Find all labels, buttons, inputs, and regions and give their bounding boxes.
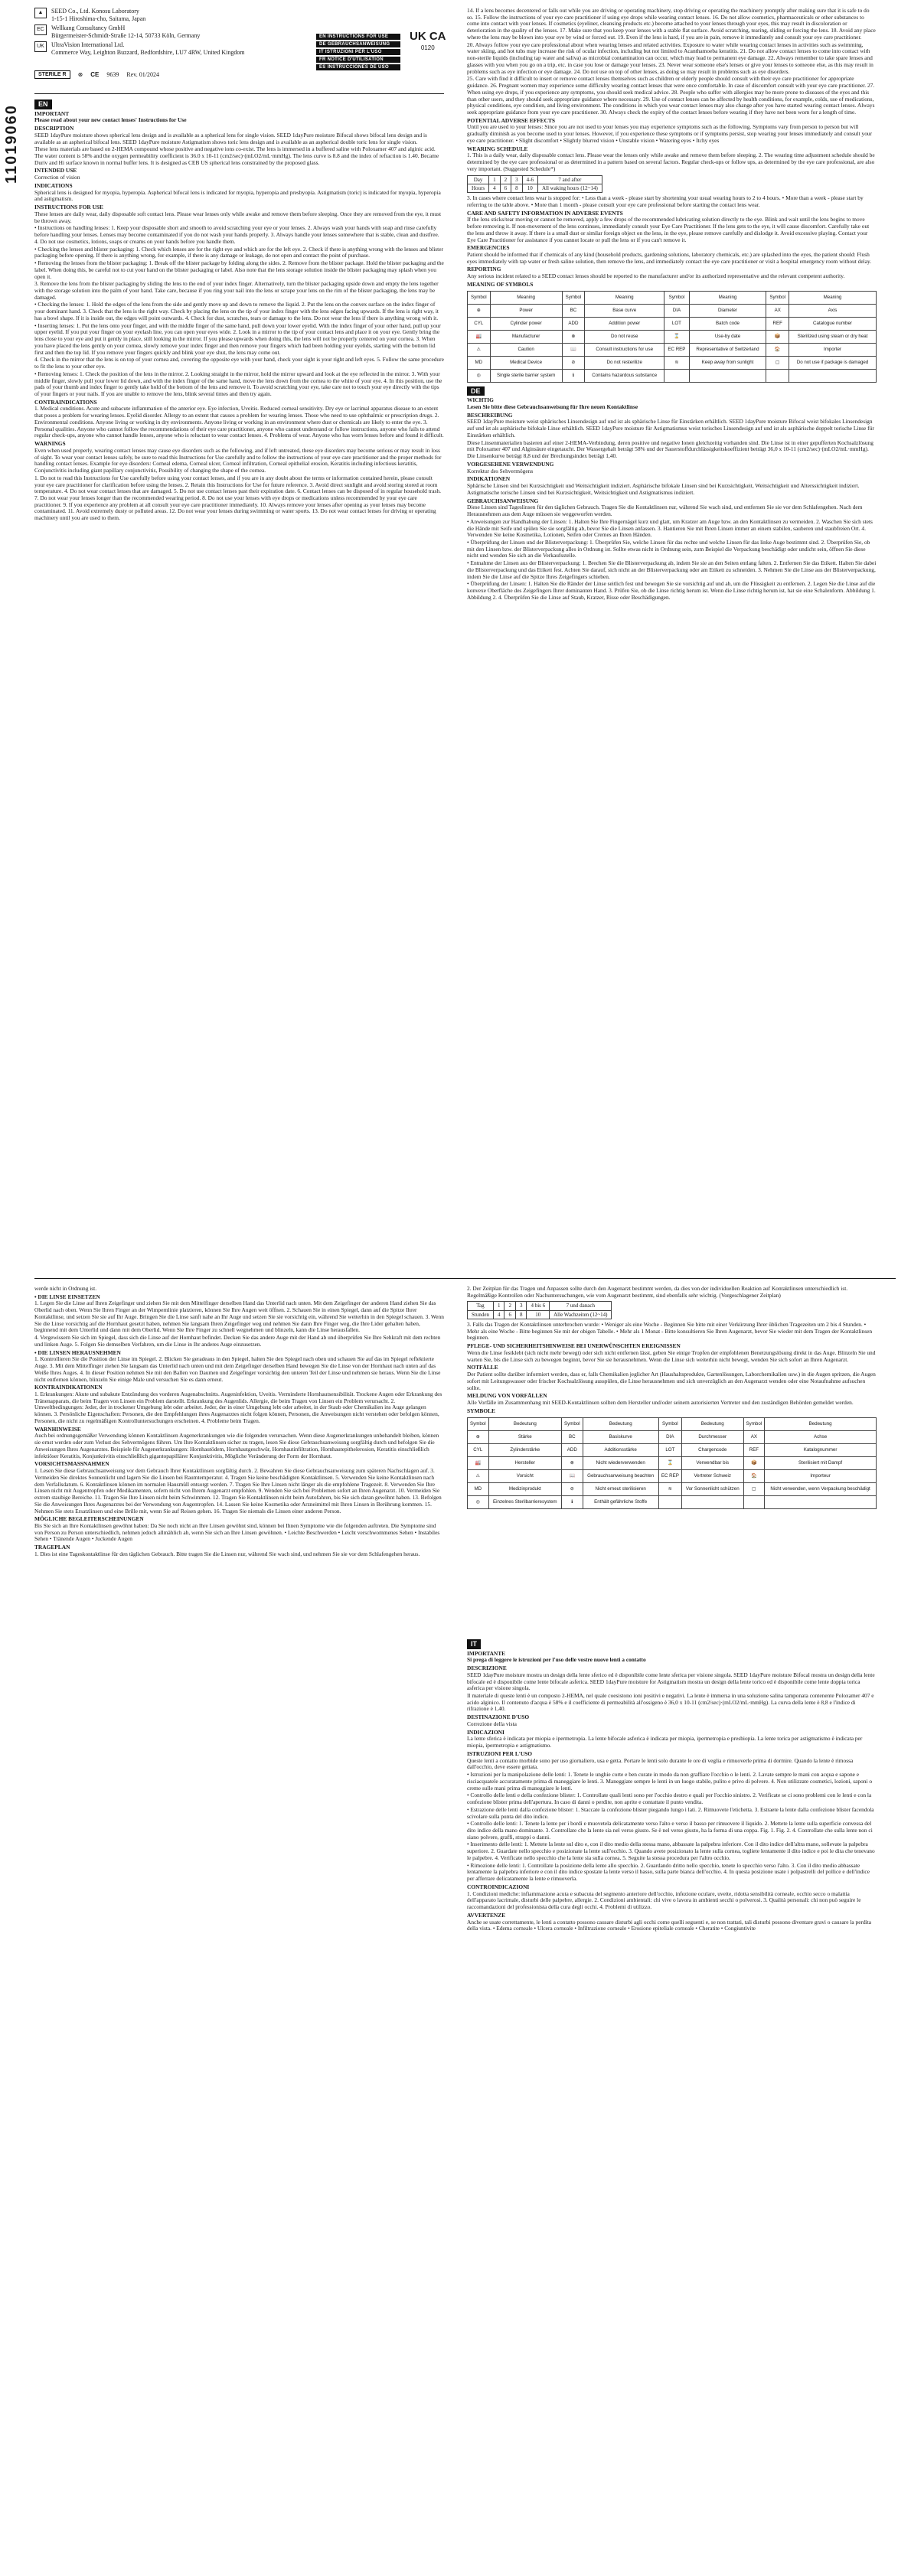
en-section-heading: CONTRAINDICATIONS (34, 398, 97, 406)
symbol-table-cell: Do not use if package is damaged (789, 356, 877, 369)
en-section-text: 25. Care with find it difficult to insert or remove contact lenses themselves such as children or elderly people should consult with their eye care practitioner for appropriate guidance. 26. Pregnant women may experience some difficulty wearing contact lenses that were once comfortable. In case of discomfort consult with your eye care practitioner. 27. When using eye drops, if you experience any symptoms, you should seek medical advice. 28. People who suffer with allergies may be more prone to diseases of the eyes and this than other users, and they should seek appropriate guidance where necessary. 29. Use of contact lenses can be affected by health conditions, for example, colds, use of medications, physical conditions, eye condition, and living environment. The conditions in which you wear contact lenses may also change after you have started wearing contact lenses. Always seek appropriate guidance from your eye care practitioner. 30. Always check the expiry of the contact lenses before wearing if they have not been worn for a length of time. (467, 75, 875, 116)
symbol-table-cell: Symbol (664, 291, 689, 304)
manufacturer-address: 1-15-1 Hiroshima-cho, Saitama, Japan (51, 15, 146, 22)
ifu-bar-de: DE GEBRAUCHSANWEISUNG (316, 41, 400, 47)
wear-table-cell: 3 (511, 175, 523, 184)
en-wearing-schedule-table (467, 175, 602, 194)
en-section-text: If the lens sticks/tear moving or cannot be removed, apply a few drops of the recommended lubricating solution directly to the eye. Blink and wait until the lens begins to move before removing it. If non-movement of the lens continues, immediately consult your Eye Care Practitioner. If the lens gets to the eye, it will cause discomfort. Carefully take out the lens and throw it away. If there is a small dust or similar foreign object on the lens, in the eye, please remove carefully and dislodge it. Avoid excessive playing. Contact your Eye Care Practitioner for assistance if you cannot locate or pull the lens or if you can't remove it. (467, 216, 870, 243)
symbol-table-cell: Sterilized using steam or dry heat (789, 330, 877, 343)
symbol-table-cell: Bedeutung (583, 1417, 658, 1430)
de-section-heading: GEBRAUCHSANWEISUNG (467, 497, 539, 504)
symbol-table-cell: Symbol (562, 1417, 583, 1430)
symbol-table-cell: BC (562, 304, 585, 317)
symbol-table-cell: EC REP (664, 343, 689, 356)
en-section-heading: CARE AND SAFETY INFORMATION IN ADVERSE EVENTS (467, 209, 623, 217)
it-section-heading: DESTINAZIONE D'USO (467, 1714, 530, 1721)
symbol-table-cell: Catalogue number (789, 317, 877, 330)
wear-table-cell: 7 and after (537, 175, 602, 184)
wear-table-cell: 4 (493, 1310, 504, 1319)
en-subtitle: Please read about your new contact lenses' Instructions for Use (34, 116, 187, 124)
symbol-table-cell: Bedeutung (488, 1417, 561, 1430)
de-section-heading: TRAGEPLAN (34, 1544, 70, 1551)
symbol-table-cell: Bedeutung (681, 1417, 743, 1430)
symbol-table-cell (658, 1495, 681, 1508)
de-section-heading: VORGESEHENE VERWENDUNG (467, 460, 554, 468)
symbol-table-cell: Vertreter Schweiz (681, 1469, 743, 1482)
symbol-table-cell: 📦 (743, 1456, 765, 1469)
de-section-text: Sphärische Linsen sind bei Kurzsichtigkeit und Weitsichtigkeit indiziert. Asphärische bifokale Linsen sind bei Kurzsichtigkeit, Weitsichtigkeit und Alterssichtigkeit indiziert. Astigmatische torische Linsen sind bei Kurzsichtigkeit, Weitsichtigkeit und Astigmatismus indiziert. (467, 482, 860, 496)
symbol-table-cell: LOT (664, 317, 689, 330)
en-section-heading: MEANING OF SYMBOLS (467, 280, 534, 288)
en-section-text: 20. Always follow your eye care professional about when wearing lenses and related activities. Exposure to water while wearing contact lenses in activities such as swimming, water skiing, and hot tubs may increase the risk of ocular infection, including but not limited to Acanthamoeba keratitis. 21. Do not allow contact lenses to come into contact with non-sterile liquids (including tap water and saliva) as microbial contamination can occur, which may lead to permanent eye damage. 22. Always remember to take spare lenses and glasses with you when you go on a trip, etc. in case you lose or damage your lenses. 23. Never wear someone else's lenses or give your lenses to someone else, as this may result in problems such as eye infection or eye damage. 24. Do not use on top of other lenses, as doing so may result in problems such as eye disorders. (467, 41, 873, 75)
symbol-table-row (468, 304, 877, 317)
symbol-table-row (468, 343, 877, 356)
en-section-text: Any serious incident related to a SEED contact lenses should be reported to the manufacturer and/or its authorized representative and the relevant competent authority. (467, 272, 845, 280)
de-section-text: SEED 1dayPure moisture weist sphärisches Linsendesign auf und ist als sphärische Linse für Einstärken erhältlich. SEED 1dayPure moisture Bifocal weist bifokales Linsendesign auf und ist als asphärische bifokale Linse erhältlich. SEED 1dayPure moisture für Astigmatismus weist torisches Linsendesign auf und ist als asphärische doppelt torische Linse für Einstärken erhältlich. (467, 418, 874, 439)
symbol-table-cell: Consult instructions for use (585, 343, 664, 356)
en-section-text: 4. Check in the mirror that the lens is on top of your cornea and, covering the opposite eye with your hand, check your sight is your right and left eyes. 5. Follow the same procedure to fit the lens to your other eye. (34, 356, 444, 370)
de-section-text: • Überprüfung der Linsen und der Blisterverpackung: 1. Überprüfen Sie, welche Linsen für das rechte und welche Linsen für das linke Auge bestimmt sind. 2. Überprüfen Sie, ob mit den Linsen bzw. der Blisterverpackung alles in Ordnung ist. Sollte etwas nicht in Ordnung sein, zum Beispiel die Verpackung beschädigt oder undicht sein, öffnen Sie diese nicht und wenden Sie sich an die Verkaufsstelle. (467, 538, 870, 559)
de-wearing-schedule-table (467, 1301, 612, 1319)
symbol-table-cell: ⊗ (562, 330, 585, 343)
en-section-heading: INDICATIONS (34, 181, 73, 189)
de-section-text: 1. Dies ist eine Tageskontaktlinse für den täglichen Gebrauch. Bitte tragen Sie die Linsen nur, während Sie wach sind, und nehmen Sie sie vor dem Schlafengehen heraus. (34, 1550, 420, 1557)
en-section-text: • Checking the lenses: 1. Hold the edges of the lens from the side and gently move up and down to remove the liquid. 2. Put the lens on the convex surface on the index finger of your dominant hand. 3. Check that the lens is the right way. Check by placing the lens on the tip of your index finger with the lens edges facing upwards. If the lens is right way, it has a bowl shape. If it is inside out, the edges will point outwards. 4. Check for dust, scratches, tears or damage to the lens. Do not wear the lens if there is anything wrong with it. (34, 301, 439, 321)
document-code: 11019060 (3, 104, 20, 184)
wear-table-cell: Stunden (468, 1310, 494, 1319)
symbol-table-cell: Do not resterilize (585, 356, 664, 369)
symbol-table-cell: Symbol (562, 291, 585, 304)
symbol-table-cell: Symbol (468, 1417, 489, 1430)
wear-table-cell: 4-6 (522, 175, 537, 184)
ifu-language-bars (316, 34, 400, 72)
sterile-symbol: STERILE R (34, 70, 70, 79)
ec-rep-name: Wellkang Consultancy GmbH (51, 24, 126, 31)
en-section-heading: WEARING SCHEDULE (467, 145, 528, 152)
symbol-table-cell: ▢ (766, 356, 789, 369)
it-section-text: Queste lenti a contatto morbide sono per uso giornaliero, usa e getta. Portare le lenti solo durante le ore di veglia e rimuoverle prima di dormire. Quando la lente è rimossa dall'occhio, deve essere gettata. (467, 1756, 854, 1771)
symbol-table-cell: ⊘ (562, 1482, 583, 1495)
symbol-table-cell: Importeur (765, 1469, 877, 1482)
wear-table-cell: 6 (504, 1310, 516, 1319)
symbol-table-cell: Power (490, 304, 562, 317)
wear-table-cell: 4 bis 6 (527, 1302, 550, 1310)
symbol-table-cell: Durchmesser (681, 1430, 743, 1443)
en-divider (34, 93, 444, 94)
symbol-table-cell: Vor Sonnenlicht schützen (681, 1482, 743, 1495)
symbol-table-row (468, 1417, 877, 1430)
it-section-heading: INDICAZIONI (467, 1728, 504, 1736)
it-section-heading: AVVERTENZE (467, 1911, 506, 1919)
symbol-table-cell: 🏠 (766, 343, 789, 356)
wear-table-cell: 1 (489, 175, 501, 184)
en-section-text: 3. In cases where contact lens wear is stopped for: • Less than a week - please start by shortening your usual wearing hours to 2 to 4 hours. • More than a week - please start by referring to the table above. • More than 1 month - please consult your eye care professional before starting the contact lens wear. (467, 194, 864, 208)
symbol-table-cell (664, 369, 689, 382)
de-section-text: 1. Erkrankungen: Akute und subakute Entzündung des vorderen Augenabschnitts. Augeninfektion, Uveitis. Verminderte Hornhautsensibilität. Trockene Augen oder Erkrankung des Tränenapparats, die beim Tragen von Linsen ein Problem darstellt. Erkrankung des Augenlids. Allergie, die beim Tragen von Linsen ein Problem verursacht. 2. Umweltbedingungen: Jeder, der in trockener Umgebung lebt oder arbeitet. Jeder, der in einer Umgebung lebt oder arbeitet, in der Staub oder Chemikalien ins Auge gelangen können. 3. Persönliche Eigenschaften: Personen, die den Empfehlungen ihres Augenarztes nicht folgen können, Personen, die Anweisungen nicht verstehen oder befolgen können, Personen, die nicht zu regelmäßigen Kontrolluntersuchungen erscheinen. 4. Probleme beim Tragen. (34, 1391, 442, 1424)
symbol-table-cell (789, 369, 877, 382)
de-section-text: 3. Falls das Tragen der Kontaktlinsen unterbrochen wurde: • Weniger als eine Woche - Beginnen Sie bitte mit einer Verkürzung Ihrer üblichen Tragezeiten um 2 bis 4 Stunden. • Mehr als eine Woche - Bitte beginnen Sie mit der obigen Tabelle. • Mehr als 1 Monat - Bitte konsultieren Sie Ihren Augenarzt, bevor Sie wieder mit dem Tragen der Kontaktlinsen beginnen. (467, 1320, 873, 1342)
symbol-table-cell: Representative of Switzerland (689, 343, 766, 356)
de-section-text: • Anweisungen zur Handhabung der Linsen: 1. Halten Sie Ihre Fingernägel kurz und glatt, um Kratzer am Auge bzw. an den Kontaktlinsen zu vermeiden. 2. Waschen Sie sich stets die Hände mit Seife und spülen Sie sie sorgfältig ab, bevor Sie die Linsen anfassen. 3. Hantieren Sie mit Ihren Linsen immer an einem stabilen, sauberen und staubfreien Ort. 4. Verwenden Sie keine Kosmetika, Lotionen, Seifen oder Cremes an Ihren Händen. (467, 517, 873, 539)
wear-table-cell: All waking hours (12~14) (537, 184, 602, 192)
en-section-heading: EMERGENCIES (467, 244, 510, 252)
symbol-table-cell: Symbol (743, 1417, 765, 1430)
symbol-table-cell: ⊗ (562, 1456, 583, 1469)
en-section-heading: DESCRIPTION (34, 125, 74, 132)
en-section-text: SEED 1dayPure moisture shows spherical lens design and is available as a spherical lens for single vision. SEED 1dayPure moisture Bifocal shows bifocal lens design and is available as an aspherical bifocal lens. SEED 1dayPure moisture Astigmatism shows toric lens design and is available as an aspherical double toric lens for single vision. (34, 131, 427, 145)
de-section-text: 2. Der Zeitplan für das Tragen und Anpassen sollte durch den Augenarzt bestimmt werden, da dies von der individuellen Reaktion auf Kontaktlinsen unterschiedlich ist. Regelmäßige Kontrollen oder Nachuntersuchungen, wie vom Augenarzt bestimmt, sind ebenfalls sehr wichtig. (Vorgeschlagener Zeitplan) (467, 1286, 848, 1299)
symbol-table-cell: Meaning (585, 291, 664, 304)
en-right-sections (467, 8, 877, 173)
symbol-table-cell (689, 369, 766, 382)
symbol-table-cell: REF (743, 1443, 765, 1456)
de-section-text: • Entnahme der Linsen aus der Blisterverpackung: 1. Brechen Sie die Blisterverpackung ab, indem Sie sie an den Seiten entlang falten. 2. Entfernen Sie das Etikett. Halten Sie dabei die Blisterverpackung und das Etikett fest. Achten Sie darauf, sich nicht an der Blisterverpackung oder am Etikett zu schneiden. 3. Nehmen Sie die Linse aus der Blisterverpackung, indem Sie die Linse auf die Spitze Ihres Zeigefingers schieben. (467, 559, 877, 580)
de-section-text: • Überprüfung der Linsen: 1. Halten Sie die Ränder der Linse seitlich fest und bewegen Sie sie vorsichtig auf und ab, um die Flüssigkeit zu entfernen. 2. Legen Sie die Linse auf die konvexe Oberfläche des Zeigefingers Ihrer dominanten Hand. 3. Prüfen Sie, ob die Linse richtig herum ist. Wenn die Linse richtig herum ist, hat sie eine Schalenform. Abbildung 1. Abbildung 2. 4. Überprüfen Sie die Linse auf Staub, Kratzer, Risse oder Beschädigungen. (467, 580, 876, 601)
it-section-text: Correzione della vista (467, 1720, 517, 1727)
symbol-table-cell: Do not reuse (585, 330, 664, 343)
ukca-text: UK CA (410, 30, 446, 43)
symbol-table-cell: LOT (658, 1443, 681, 1456)
it-section-heading: ISTRUZIONI PER L'USO (467, 1749, 533, 1757)
symbol-table-cell: Diameter (689, 304, 766, 317)
symbol-table-row (468, 317, 877, 330)
de-continued-sections (34, 1286, 444, 1558)
symbol-table-cell: 🏠 (743, 1469, 765, 1482)
it-subtitle: Si prega di leggere le istruzioni per l'uso delle vostre nuove lenti a contatto (467, 1656, 646, 1664)
symbol-table-cell: Medical Device (490, 356, 562, 369)
symbol-table-cell: EC REP (658, 1469, 681, 1482)
symbol-table-cell: MD (468, 356, 491, 369)
de-section-heading: PFLEGE- UND SICHERHEITSHINWEISE BEI UNERWÜNSCHTEN EREIGNISSEN (467, 1342, 681, 1350)
ifu-bar-es: ES INSTRUCCIONES DE USO (316, 64, 400, 70)
en-symbols-table (467, 291, 877, 383)
en-section-text: Spherical lens is designed for myopia, hyperopia. Aspherical bifocal lens is indicated for myopia, hyperopia and presbyopia. Astigmatism (toric) is indicated for myopia, hyperopia and astigmatism. (34, 188, 441, 203)
en-section-text: Even when used properly, wearing contact lenses may cause eye disorders such as the following, and if left untreated, these eye disorders may become serious or may result in loss of sight. To wear your contact lenses safely, be sure to read this Instructions for Use carefully and to follow the instructions of your eye care practitioner and the proper methods for handling contact lenses. Example for eye disorders: Corneal edema, Corneal ulcer, Corneal infiltration, Corneal epithelial erosion, Keratitis including infectious keratitis, Conjunctivitis including giant papillary conjunctivitis, Possibility of changing the shape of the cornea. (34, 446, 442, 474)
symbol-table-cell: ⚠ (468, 343, 491, 356)
symbol-table-cell: ⊕ (468, 1430, 489, 1443)
de-section-heading: VORSICHTSMASSNAHMEN (34, 1460, 109, 1468)
de-section-text: werde nicht in Ordnung ist. (34, 1286, 97, 1292)
wear-table-cell: 2 (504, 1302, 516, 1310)
it-section-text: • Rimozione delle lenti: 1. Controllate la posizione della lente allo specchio. 2. Guardando dritto nello specchio, tenete lo specchio verso l'alto. 3. Con il dito medio abbassate lentamente la palpebra inferiore e con il dito indice spostate la lente verso il basso, sulla parte bianca dell'occhio. 4. In questa posizione usate i polpastrelli del pollice e dell'indice per afferrare delicatamente la lente e rimuoverla. (467, 1861, 870, 1883)
it-title: IMPORTANTE (467, 1649, 506, 1657)
wear-table-cell: Hours (468, 184, 489, 192)
wear-table-cell: 10 (527, 1310, 550, 1319)
en-section-heading: POTENTIAL ADVERSE EFFECTS (467, 116, 555, 124)
symbol-table-cell: Symbol (468, 291, 491, 304)
de-section-text: Wenn die Linse festklebt (sich nicht mehr bewegt) oder sich nicht entfernen lässt, geben Sie einige Tropfen der empfohlenen Benetzungslösung direkt in das Auge. Blinzeln Sie und warten Sie, bis die Linse sich zu bewegen beginnt, bevor Sie sie herausnehmen. Wenn die Linse sich weiterhin nicht bewegt, wenden Sie sich sofort an Ihren Augenarzt. (467, 1348, 876, 1363)
de-right-continued-2 (467, 1322, 877, 1415)
de-section-heading: WARNHINWEISE (34, 1425, 81, 1433)
de-section-heading: MÖGLICHE BEGLEITERSCHEINUNGEN (34, 1515, 144, 1523)
de-right-column (467, 1286, 877, 1630)
symbol-table-cell: Sterilisiert mit Dampf (765, 1456, 877, 1469)
symbol-table-cell (765, 1495, 877, 1508)
it-section-text: • Inserimento delle lenti: 1. Mettete la lente sul dito e, con il dito medio della stessa mano, abbassate la palpebra inferiore. Con il dito indice dell'altra mano, sollevate la palpebra superiore. 2. Guardate nello specchio e posizionate la lente sull'occhio. 3. Quando avete posizionato la lente sulla cornea, togliete lentamente il dito indice e poi le dita che tenevano le palpebre. 4. Verificate nello specchio che la lente sia sulla cornea. 5. Seguite la stessa procedura per l'altro occhio. (467, 1841, 875, 1861)
en-sections (34, 126, 444, 522)
symbol-table-cell: Additionsstärke (583, 1443, 658, 1456)
symbol-table-cell: 📖 (562, 343, 585, 356)
it-section-text: • Estrazione delle lenti dalla confezione blister: 1. Staccate la confezione blister piegando lungo i lati. 2. Rimuovete l'etichetta. 3. Estraete la lente dalla confezione blister facendola scivolare sulla punta del dito indice. (467, 1805, 874, 1820)
en-section-text: These lenses are daily wear, daily disposable soft contact lens. Please wear lenses only while awake and remove them before sleeping. Once they are removed from the eye, it must be thrown away. (34, 210, 442, 224)
de-section-text: 4. Vergewissern Sie sich im Spiegel, dass sich die Linse auf der Hornhaut befindet. Decken Sie das andere Auge mit der Hand ab und überprüfen Sie Ihre Sehkraft mit dem rechten und linken Auge. 5. Folgen Sie demselben Verfahren, um die Linse in Ihr anderes Auge einzusetzen. (34, 1334, 441, 1348)
de-section-heading: NOTFÄLLE (467, 1364, 498, 1371)
wear-table-cell: 2 (500, 175, 511, 184)
en-right-sections-2 (467, 195, 877, 289)
do-not-reuse-icon: ⊗ (77, 71, 83, 78)
en-section-text: Patient should be informed that if chemicals of any kind (household products, gardening solutions, laboratory chemicals, etc.) are splashed into the eyes, the patient should: Flush eyes immediately with tap water or fresh saline solution, then remove the lens, and immediately contact the eye care practitioner or visit a hospital emergency room without delay. (467, 251, 872, 265)
it-section-text: • Controllo delle lenti: 1. Tenete la lente per i bordi e muovetela delicatamente verso l'alto e verso il basso per rimuovere il liquido. 2. Mettete la lente sulla superficie convessa del dito indice della mano dominante. 3. Controllate che la lente sia nel verso giusto. Se è nel verso giusto, ha la forma di una coppa. Fig. 1. Fig. 2. 4. Controllate che sulla lente non ci siano polvere, graffi, strappi o danni. (467, 1820, 873, 1841)
de-section-text: Der Patient sollte darüber informiert werden, dass er, falls Chemikalien jeglicher Art (Haushaltsprodukte, Gartenlösungen, Laborchemikalien usw.) in die Augen spritzen, die Augen sofort mit Leitungswasser oder frischer Kochsalzlösung ausspülen, die Linse herausnehmen und sich unverzüglich an den Augenarzt wenden oder eine Notaufnahme aufsuchen sollte. (467, 1371, 876, 1391)
en-section-heading: WARNINGS (34, 440, 66, 448)
it-section-heading: CONTROINDICAZIONI (467, 1883, 530, 1890)
symbol-table-cell: Medizinprodukt (488, 1482, 561, 1495)
en-section-heading: REPORTING (467, 266, 501, 273)
it-section-text: Anche se usate correttamente, le lenti a contatto possono causare disturbi agli occhi come quelli seguenti e, se non trattati, tali disturbi possono diventare gravi o causare la perdita della vista. • Edema corneale • Ulcera corneale • Infiltrazione corneale • Erosione epiteliale corneale • Cheratite • Congiuntivite (467, 1918, 872, 1932)
symbol-table-row (468, 1469, 877, 1482)
symbol-table-cell: AX (743, 1430, 765, 1443)
symbol-table-cell: AX (766, 304, 789, 317)
uk-rep-address: Commerce Way, Leighton Buzzard, Bedfordshire, LU7 4RW, United Kingdom (51, 49, 245, 56)
en-section-text: Correction of vision (34, 174, 80, 181)
symbol-table-cell: Bedeutung (765, 1417, 877, 1430)
symbol-table-cell: Meaning (490, 291, 562, 304)
it-section-text: 1. Condizioni mediche: infiammazione acuta e subacuta del segmento anteriore dell'occhio, infezione oculare, uveite, ridotta sensibilità corneale, occhio secco o malattia dell'apparato lacrimale, disturbi delle palpebre, allergie. 2. Condizioni ambientali: chi vive o lavora in ambienti secchi o polverosi. 3. Qualità personali: chi non può seguire le raccomandazioni del professionista della cura degli occhi. 4. Problemi di utilizzo. (467, 1890, 861, 1911)
it-section-text: SEED 1dayPure moisture mostra un design della lente sferico ed è disponibile come lente sferica per visione singola. SEED 1dayPure moisture Bifocal mostra un design della lente bifocale ed è disponibile come lente bifocale asferica. SEED 1dayPure moisture for Astigmatism mostra un design della lente torico ed è disponibile come lente doppia torica asferica per visione singola. (467, 1671, 875, 1692)
en-section-text: • Removing the lenses from the blister packaging: 1. Break off the blister package by folding along the sides. 2. Remove from the blister package. Hold the blister packaging and the label. When doing this, be careful not to cut your hand on the blister packaging or label. Also note that the lens storage solution inside the blister packaging may splash when you open it. (34, 259, 444, 280)
de-sections (467, 412, 877, 602)
it-sections (467, 1665, 877, 1932)
symbol-table-cell: ⌛ (664, 330, 689, 343)
en-right-column (467, 8, 877, 649)
de-section-text: 1. Kontrollieren Sie die Position der Linse im Spiegel. 2. Blicken Sie geradeaus in den Spiegel, halten Sie den Spiegel nach oben und schauen Sie auf das im Spiegel reflektierte Auge. 3. Mit dem Mittelfinger ziehen Sie langsam das Unterlid nach unten und mit dem Zeigefinger derselben Hand bewegen Sie die Linse von der Hornhaut nach unten auf das Weiße Ihres Auges. 4. In dieser Position nehmen Sie mit den Ballen von Daumen und Zeigefinger vorsichtig den unteren Teil der Linse und nehmen sie heraus. Wenn Sie die Linse nicht entfernen können, blinzeln Sie einige Male und versuchen Sie es dann erneut. (34, 1355, 441, 1383)
symbol-table-cell: Single sterile barrier system (490, 369, 562, 382)
ec-rep-address: Bürgermeister-Schmidt-Straße 12-14, 50733 Köln, Germany (51, 32, 201, 39)
symbol-table-cell: ◎ (468, 1495, 489, 1508)
symbol-table-cell: Use-by date (689, 330, 766, 343)
wear-table-cell: 3 (515, 1302, 527, 1310)
symbol-table-cell: 📖 (562, 1469, 583, 1482)
symbol-table-cell: Addition power (585, 317, 664, 330)
symbol-table-cell: Batch code (689, 317, 766, 330)
it-language-tag: IT (467, 1639, 481, 1649)
symbol-table-cell: Symbol (658, 1417, 681, 1430)
middle-divider (34, 1278, 896, 1279)
wear-table-cell: 1 (493, 1302, 504, 1310)
symbol-table-row (468, 1443, 877, 1456)
symbol-table-cell: Meaning (789, 291, 877, 304)
de-symbols-table (467, 1417, 877, 1509)
ce-mark-icon: CE (90, 71, 100, 78)
wear-table-cell: Day (468, 175, 489, 184)
symbol-table-cell: ▢ (743, 1482, 765, 1495)
symbol-table-row (468, 291, 877, 304)
de-section-heading: • DIE LINSE EINSETZEN (34, 1293, 100, 1300)
de-section-text: 1. Lesen Sie diese Gebrauchsanweisung vor dem Gebrauch Ihrer Kontaktlinsen sorgfältig durch. 2. Bewahren Sie diese Gebrauchsanweisung zum späteren Nachschlagen auf. 3. Vermeiden Sie direktes Sonnenlicht und lagern Sie die Linsen bei Raumtemperatur. 4. Tragen Sie keine beschädigten Kontaktlinsen. 5. Verwenden Sie keine Kontaktlinsen nach dem Verfallsdatum. 6. Kontaktlinsen können im normalen Hausmüll entsorgt werden. 7. Tragen Sie Ihre Linsen nicht länger als die empfohlene Tragezeit. 8. Verwenden Sie Ihre Linsen nicht mit Augentropfen oder Medikamenten, sofern nicht von Ihrem Augenarzt empfohlen. 9. Wenden Sie sich bei Problemen sofort an Ihren Augenarzt. 10. Vermeiden Sie extrem staubige Bereiche. 11. Tragen Sie Ihre Linsen nicht beim Schwimmen. 12. Tragen Sie Kontaktlinsen nicht beim Autofahren, bis Sie sich daran gewöhnt haben. 13. Befolgen Sie die Anweisungen Ihres Augenarztes bei der Verwendung von Augentropfen. 14. Lassen Sie keine Kosmetika oder Arzneimittel mit Ihren Linsen in Berührung kommen. 15. Nehmen Sie stets Ersatzlinsen und eine Brille mit, wenn Sie auf Reisen gehen. 16. Tragen Sie niemals die Linsen einer anderen Person. (34, 1467, 442, 1515)
symbol-table-cell: BC (562, 1430, 583, 1443)
manufacturer-block (34, 8, 245, 58)
en-section-text: • Removing lenses: 1. Check the position of the lens in the mirror. 2. Looking straight in the mirror, hold the mirror upward and look at the eye reflected in the mirror. 3. With your middle finger, slowly pull your lower lid down, and with the index finger of the same hand, move the lens down from the cornea to the white of your eye. 4. In this position, use the pads of your thumb and index finger to gently take hold of the bottom of the lens and remove it. To avoid scratching your eye, take care not to touch your eye directly with the tips of your fingers or your nails. If you are unable to remove the lens, blink several times and then try again. (34, 370, 442, 397)
symbol-table-row (468, 1482, 877, 1495)
symbol-table-cell (681, 1495, 743, 1508)
it-right-column (467, 1638, 877, 2564)
symbol-table-row (468, 330, 877, 343)
symbol-table-cell: Katalognummer (765, 1443, 877, 1456)
symbol-table-cell: Caution (490, 343, 562, 356)
symbol-table-cell: ≋ (664, 356, 689, 369)
symbol-table-cell: Verwendbar bis (681, 1456, 743, 1469)
wear-table-cell: Alle Wachzeiten (12~14) (550, 1310, 612, 1319)
symbol-table-cell: ADD (562, 317, 585, 330)
symbol-table-cell: ◎ (468, 369, 491, 382)
symbol-table-cell: Achse (765, 1430, 877, 1443)
symbol-table-cell: Nicht erneut sterilisieren (583, 1482, 658, 1495)
en-language-tag: EN (34, 99, 52, 109)
symbol-table-cell: REF (766, 317, 789, 330)
de-section-text: 1. Legen Sie die Linse auf Ihren Zeigefinger und ziehen Sie mit dem Mittelfinger derselben Hand das Unterlid nach unten. Mit dem Zeigefinger der anderen Hand ziehen Sie das Oberlid nach oben. Wenn Sie Ihren Finger an der Wimpernlinie platzieren, können Sie Ihre Augen weit öffnen. 2. Schauen Sie in einen Spiegel, dann auf die Spitze Ihrer Kontaktlinse, und setzen Sie sie auf Ihr Auge. Bringen Sie die Linse sanft nahe an Ihr Auge und setzen Sie sie vorsichtig ein, während Sie weiterhin in den Spiegel schauen. 3. Wenn Sie die Linse vorsichtig auf die Hornhaut gesetzt haben, nehmen Sie langsam Ihren Zeigefinger weg und nehmen Sie dann Ihre Finger weg, die Ihre Lider gehalten haben, beginnend mit dem Unterlid und dann mit dem Oberlid. Wenn Sie Ihre Finger zu schnell wegnehmen und blinzeln, kann die Linse herausfallen. (34, 1299, 444, 1334)
symbol-table-cell: DIA (664, 304, 689, 317)
symbol-table-cell: Manufacturer (490, 330, 562, 343)
symbol-table-cell: Nicht verwenden, wenn Verpackung beschädigt (765, 1482, 877, 1495)
en-section-text: 14. If a lens becomes decentered or falls out while you are driving or operating machinery, stop driving or operating the machinery promptly after making sure that it is safe to do so. 15. Follow the instructions of your eye care practitioner if using eye drops while wearing contact lenses. 16. Do not allow cosmetics, pharmaceuticals or other substances to come into contact with your lenses. If cosmetics (eyeliner, cleansing products etc.) become attached to your lenses through your eyes, this may result in discoloration or deterioration in the quality of the lenses. 17. Make sure that you keep your lenses with a stable flat surface. Avoid scratching, tearing, sliding or forcing the lens. 18. Avoid any place where the lens may be blown into your eye by wind or forced out. 19. Even if the lens is hard, if you are in pain, remove it immediately and consult your eye care practitioner. (467, 8, 876, 41)
en-section-text: 1. This is a daily wear, daily disposable contact lens. Please wear the lenses only while awake and remove them before sleeping. 2. The wearing time adjustment schedule should be determined by the eye care professional or as determined in a pattern based on several factors. Regular check-ups or follow ups, as determined by the eye care professional, are also very important. (Suggested Schedule*) (467, 152, 875, 172)
en-section-text: Until you are used to your lenses: Since you are not used to your lenses you may experience symptoms such as the following. Symptoms vary from person to person but will gradually diminish as you become used to your lenses. However, if you experience these symptoms or if symptoms persist, stop wearing your lenses immediately and consult your eye care practitioner. • Slight discomfort • Slightly blurred vision • Unstable vision • Watering eyes • Itchy eyes (467, 123, 873, 144)
de-section-heading: • DIE LINSEN HERAUSNEHMEN (34, 1348, 121, 1356)
en-section-text: 1. Do not to read this Instructions for Use carefully before using your contact lenses, and if you are in any doubt about the terms or information contained herein, please consult your eye care practitioner for clarification before using the lenses. 2. Retain this Instructions for Use for future reference. 3. Avoid direct sunlight and avoid storing stored at room temperature. 4. Do not wear contact lenses that are damaged. 5. Do not use contact lenses past their expiration date. 6. Contact lenses can be disposed of in regular household trash. 7. Do not wear your lenses longer than the recommended wearing period. 8. Do not use your lenses with eye drops or medications unless recommended by your eye care practitioner. 9. If you experience any problem at all consult your eye care practitioner immediately. 10. Always remove your lenses after opening as your lenses may become contaminated. 11. Avoid extremely dusty or polluted areas. 12. Do not wear your lenses during swimming or water sports. 13. Do not wear contact lenses for driving or operating machinery until you are used to them. (34, 474, 441, 522)
symbol-table-cell: Basiskurve (583, 1430, 658, 1443)
ifu-bar-en: EN INSTRUCTIONS FOR USE (316, 34, 400, 40)
symbol-table-cell: Hersteller (488, 1456, 561, 1469)
en-title: IMPORTANT (34, 109, 70, 117)
symbol-table-cell: DIA (658, 1430, 681, 1443)
symbol-table-cell: Zylinderstärke (488, 1443, 561, 1456)
wear-table-cell: 6 (500, 184, 511, 192)
symbol-table-cell: ⊕ (468, 304, 491, 317)
en-section-text: These lens materials are based on 2-HEMA compound whose positive and negative ions co-exist. The lens is immersed in a buffered saline with Poloxamer 407 and alginic acid. The water content is 58% and the oxygen permeability coefficient is 36.0 x 10-11 (cm2/sec)·(mLO2/mL·mmHg). The lens curve is 8.8 and the index of refraction is 1.40. Became Duriv and Hi surface known in normal buffer lens. It is designed as CEB US spherical lens constrained by the proposed glass. (34, 145, 439, 166)
symbol-table-row (468, 1430, 877, 1443)
revision: Rev. 01/2024 (126, 71, 159, 78)
ukca-mark (410, 31, 446, 54)
de-section-text: Auch bei ordnungsgemäßer Verwendung können Kontaktlinsen Augenerkrankungen wie die folgenden verursachen. Wenn diese Augenerkrankungen unbehandelt bleiben, können sie ernst werden oder zum Verlust des Sehvermögens führen. Um Ihre Kontaktlinsen sicher zu tragen, lesen Sie diese Gebrauchsanweisung sorgfältig durch und befolgen Sie die Anweisungen Ihres Augenarztes. Beispiele für Augenerkrankungen: Hornhautödem, Hornhautgeschwür, Hornhautinfiltration, Hornhautepithelerosion, Keratitis einschließlich infektiöser Keratitis, Konjunktivitis einschließlich gigantopapillärer Konjunktivitis, Mögliche Veränderung der Form der Hornhaut. (34, 1432, 439, 1459)
symbol-table-cell (743, 1495, 765, 1508)
symbol-table-cell: Vorsicht (488, 1469, 561, 1482)
symbol-table-cell: 🏭 (468, 1456, 489, 1469)
symbol-table-cell: Keep away from sunlight (689, 356, 766, 369)
label-symbols-row (34, 70, 159, 79)
symbol-table-cell: Symbol (766, 291, 789, 304)
en-section-text: • Inserting lenses: 1. Put the lens onto your finger, and with the middle finger of the same hand, pull down your lower eyelid. With the index finger of your other hand, pull up your upper eyelid. If you put your finger on your eyelash line, you can open your eyes wide. 2. Look in a mirror to the tip of your contact lens and place it on your eye. Gently bring the lens close to your eye and put it gently in place, still looking in the mirror. If you please upwards when doing this, the lens will not be properly centered on your cornea. 3. When you have placed the lens gently on your cornea, slowly remove your index finger and then remove your fingers which had been holding your eyelids, starting with the bottom lid first and then the top lid. If you remove your fingers quickly and blink your eye shut, the lens may come out. (34, 321, 441, 356)
de-right-continued (467, 1286, 877, 1299)
symbol-table-cell: ℹ (562, 369, 585, 382)
ifu-bar-it: IT ISTRUZIONI PER L'USO (316, 49, 400, 55)
symbol-table-cell: ⊘ (562, 356, 585, 369)
de-section-heading: INDIKATIONEN (467, 475, 511, 483)
en-section-heading: INTENDED USE (34, 167, 77, 174)
ec-rep-icon: EC (34, 24, 47, 35)
symbol-table-cell: Contains hazardous substance (585, 369, 664, 382)
symbol-table-cell: CYL (468, 317, 491, 330)
wear-table-cell: 7 und danach (550, 1302, 612, 1310)
symbol-table-row (468, 356, 877, 369)
symbol-table-cell (766, 369, 789, 382)
symbol-table-cell: ADD (562, 1443, 583, 1456)
it-section-text: • Controllo delle lenti e della confezione blister: 1. Controllate quali lenti sono per l'occhio destro e quali per l'occhio sinistro. 2. Verificate se ci sono problemi con le lenti e con la confezione blister prima dell'apertura. In caso di danni o perdite, non aprite e contattate il punto vendita. (467, 1792, 872, 1806)
symbol-table-cell: Stärke (488, 1430, 561, 1443)
de-section-text: Korrektur des Sehvermögens (467, 467, 534, 474)
wear-table-cell: 8 (511, 184, 523, 192)
de-title: WICHTIG (467, 396, 494, 404)
symbol-table-cell: ℹ (562, 1495, 583, 1508)
symbol-table-row (468, 1495, 877, 1508)
uk-rep-name: UltraVision International Ltd. (51, 41, 125, 48)
symbol-table-cell: 📦 (766, 330, 789, 343)
en-section-heading: INSTRUCTIONS FOR USE (34, 204, 103, 211)
de-subtitle: Lesen Sie bitte diese Gebrauchsanweisung für Ihre neuen Kontaktlinse (467, 403, 638, 411)
uk-rep-icon: UK (34, 41, 47, 52)
symbol-table-cell: 🏭 (468, 330, 491, 343)
en-section-text: • Checking the lenses and blister packaging: 1. Check which lenses are for the right eye and which are for the left eye. 2. Check if there is anything wrong with the lenses and blister packaging before opening. If there is anything wrong, for example, if there is any damage or leakage, do not open and contact the point of purchase. (34, 245, 443, 259)
symbol-table-cell: Axis (789, 304, 877, 317)
symbol-table-cell: Enthält gefährliche Stoffe (583, 1495, 658, 1508)
leaflet-page (34, 8, 896, 2571)
manufacturer-name: SEED Co., Ltd. Konosu Laboratory (51, 8, 139, 15)
symbol-table-cell: Cylinder power (490, 317, 562, 330)
symbol-table-cell: Chargencode (681, 1443, 743, 1456)
wear-table-cell: 8 (515, 1310, 527, 1319)
symbol-table-cell: Meaning (689, 291, 766, 304)
it-section-text: La lente sferica è indicata per miopia e ipermetropia. La lente bifocale asferica è indicata per miopia, ipermetropia e presbiopia. La lente torica per astigmatismo è indicata per miopia, ipermetropia e astigmatismo. (467, 1735, 863, 1749)
symbol-table-cell: Base curve (585, 304, 664, 317)
en-section-text: 3. Remove the lens from the blister packaging by sliding the lens to the end of your index finger. Alternatively, turn the blister packaging upside down and empty the lens together with the storage solution into the palm of your hand. Take care, because if you ring your nail into the lens or scrape your lens on the rim of the blister packaging, the lens may be damaged. (34, 280, 439, 301)
symbol-table-cell: CYL (468, 1443, 489, 1456)
de-section-heading: MELDUNG VON VORFÄLLEN (467, 1392, 547, 1400)
de-section-text: Diese Linsen sind Tageslinsen für den täglichen Gebrauch. Tragen Sie die Kontaktlinsen nur, während Sie wach sind, und entfernen Sie sie vor dem Schlafengehen. Nach dem Herausnehmen aus dem Auge müssen sie weggeworfen werden. (467, 504, 863, 518)
de-left-column (34, 1286, 444, 2066)
it-section-text: • Istruzioni per la manipolazione delle lenti: 1. Tenete le unghie corte e ben curate in modo da non graffiare l'occhio o le lenti. 2. Lavate sempre le mani con acqua e sapone e risciacquatele accuratamente prima di maneggiare le lenti. 3. Maneggiate sempre le lenti in un luogo stabile, pulito e privo di polvere. 4. Non utilizzate cosmetici, lozioni, saponi o creme sulle mani prima di maneggiare le lenti. (467, 1771, 873, 1792)
ref-number: 9639 (106, 71, 119, 78)
en-section-text: 1. Medical conditions. Acute and subacute inflammation of the anterior eye. Eye infection, Uveitis. Reduced corneal sensitivity. Dry eye or lacrimal apparatus disease to an extent that poses a problem for wearing lenses. Eyelid disorder. Allergy to an extent that causes a problem for wearing lenses. Those who need to use ophthalmic or prescription drugs. 2. Environmental conditions. Anyone living or working in dry environments. Anyone living or working in an environment where dust or chemicals are likely to enter the eye. 3. Personal qualities. Anyone who cannot follow the recommendations of their eye care practitioner, anyone who cannot understand or follow instructions, anyone who fails to attend regular check-ups, anyone who cannot handle lenses, anyone who is reluctant to wear contact lenses. 4. Problems of wear. Anyone who has worn lenses before and found it difficult. (34, 405, 444, 439)
de-section-text: Bis Sie sich an Ihre Kontaktlinsen gewöhnt haben: Da Sie noch nicht an Ihre Linsen gewöhnt sind, können bei Ihnen Symptome wie die folgenden auftreten. Die Symptome sind von Person zu Person unterschiedlich, nehmen jedoch allmählich ab, wenn Sie sich an Ihre Linsen gewöhnen. • Leichte Beschwerden • Leicht verschwommenes Sehen • Instabiles Sehen • Tränende Augen • Juckende Augen (34, 1521, 440, 1543)
en-left-column (34, 98, 444, 649)
de-section-text: Alle Vorfälle im Zusammenhang mit SEED-Kontaktlinsen sollten dem Hersteller und/oder seinem autorisierten Vertreter und den zuständigen Behörden gemeldet werden. (467, 1399, 854, 1407)
de-section-heading: BESCHREIBUNG (467, 411, 513, 419)
it-section-text: Il materiale di queste lenti è un composto 2-HEMA, nel quale coesistono ioni positivi e negativi. La lente è immersa in una soluzione salina tamponata contenente Poloxamer 407 e acido alginico. Il contenuto d'acqua è 58% e il coefficiente di permeabilità all'ossigeno è 36,0 x 10-11 (cm2/sec)·(mLO2/mL·mmHg). La curva della lente è 8,8 e l'indice di rifrazione è 1,40. (467, 1692, 874, 1713)
symbol-table-cell: ≋ (658, 1482, 681, 1495)
symbol-table-cell: Einzelnes Sterilbarrieresystem (488, 1495, 561, 1508)
en-section-text: • Instructions on handling lenses: 1. Keep your disposable short and smooth to avoid scratching your eye or your lenses. 2. Always wash your hands with soap and rinse carefully before handling your lenses. Lenses may become contaminated if you do not wash your hands properly. 3. Always handle your lenses somewhere that is stable, clean and dustfree. 4. Do not use cosmetics, lotions, soaps or creams on your hands before you handle them. (34, 224, 439, 245)
symbol-table-cell: Nicht wiederverwenden (583, 1456, 658, 1469)
symbol-table-row (468, 369, 877, 382)
manufacturer-icon: ▲ (34, 8, 47, 18)
ukca-number: 0120 (420, 44, 435, 51)
de-section-heading: KONTRAINDIKATIONEN (34, 1384, 103, 1391)
symbol-table-cell: ⌛ (658, 1456, 681, 1469)
symbol-table-cell: MD (468, 1482, 489, 1495)
de-section-heading: SYMBOLE (467, 1407, 495, 1414)
symbol-table-row (468, 1456, 877, 1469)
ifu-bar-fr: FR NOTICE D'UTILISATION (316, 57, 400, 63)
de-language-tag: DE (467, 386, 485, 396)
symbol-table-cell: Gebrauchsanweisung beachten (583, 1469, 658, 1482)
symbol-table-cell: ⚠ (468, 1469, 489, 1482)
it-section-heading: DESCRIZIONE (467, 1665, 507, 1672)
symbol-table-cell: Importer (789, 343, 877, 356)
wear-table-cell: 4 (489, 184, 501, 192)
wear-table-cell: Tag (468, 1302, 494, 1310)
wear-table-cell: 10 (522, 184, 537, 192)
de-section-text: Diese Linsenmaterialien basieren auf einer 2-HEMA-Verbindung, deren positive und negative Ionen gleichzeitig vorhanden sind. Die Linse ist in einer gepufferten Kochsalzlösung mit Poloxamer 407 und Alginsäure eingetaucht. Der Wassergehalt beträgt 58% und der Sauerstoffdurchlässigkeitskoeffizient beträgt 36,0 x 10-11 (cm2/sec)·(mLO2/mL·mmHg). Die Linsenkurve beträgt 8,8 und der Brechungsindex beträgt 1,40. (467, 439, 873, 460)
